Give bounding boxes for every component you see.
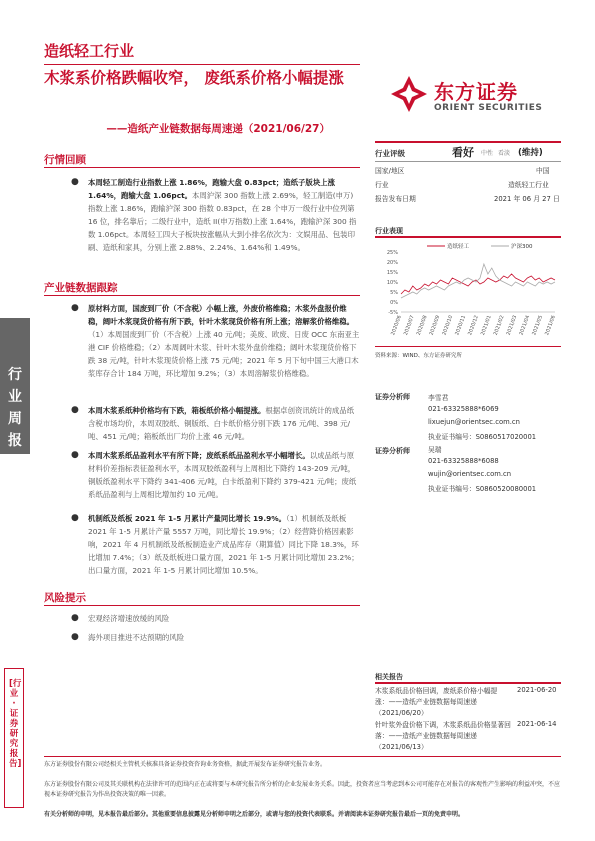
logo-text-en: ORIENT SECURITIES — [434, 103, 543, 113]
related-item-2-l2: 落：——造纸产业链数据每周速递 — [375, 732, 477, 740]
bullet-icon: ● — [71, 177, 79, 187]
chain-bullet-4-bold: 机制纸及纸板 2021 年 1-5 月累计产量同比增长 19.9%。 — [88, 514, 287, 523]
logo-text-cn: 东方证券 — [434, 80, 518, 104]
chain-bullet-2-bold: 本周木浆系纸种价格均有下跌，箱板纸价格小幅提涨。 — [88, 406, 266, 415]
chain-bullet-3-text: 以成品纸与原材料价差指标表征盈利水平，本周双胶纸盈利与上周相比下降约 143-209 元/吨，铜版纸盈利水平下降约 341-406 元/吨，白卡纸盈利下降约 379-421 元/吨；废纸系纸品盈利与上周相比增加约 10 元/吨。 — [88, 451, 357, 499]
analyst1-license: 执业证书编号：S0860517020001 — [428, 433, 537, 441]
industry-performance-chart — [375, 238, 561, 342]
info-val-date: 2021 年 06 月 27 日 — [494, 195, 560, 203]
chain-bullet-1-text: （1）本周国废到厂价（不含税）上涨 40 元/吨；美废、欧废、日废 OCC 东南亚主港 CIF 价格维稳；（2）本周阔叶木浆、针叶木浆外盘价维稳；阔叶木浆现货价格下跌 38 元/吨，针叶木浆现货价格上涨 75 元/吨；2021 年 5 月下旬中国三大港口木浆库存合计 184 万吨，环比增加 9.2%；（3）本周溶解浆价格维稳。 — [88, 330, 360, 378]
section-market-review: 行情回顾 — [44, 154, 86, 166]
y-tick-label: 20% — [386, 260, 398, 266]
related-line — [375, 682, 561, 684]
chart-source: 资料来源：WIND、东方证券研究所 — [375, 353, 462, 359]
footer-line — [44, 756, 561, 757]
related-date-2: 2021-06-14 — [517, 720, 557, 728]
bullet-icon: ● — [71, 405, 79, 415]
bullet-icon: ● — [71, 513, 79, 523]
related-item-2-l1: 针叶浆外盘价格下调，木浆系纸品价格显著回 — [375, 721, 511, 729]
y-tick-label: 10% — [386, 280, 398, 286]
footer-disclaimer-3: 有关分析师的申明，见本报告最后部分。其他重要信息披露见分析师申明之后部分，或请与您的投资代表联系。并请阅读本证券研究报告最后一页的免责申明。 — [44, 811, 465, 818]
header-divider — [44, 64, 360, 65]
side-tab-weekly — [0, 318, 30, 454]
side-tab-label: 行业周报 — [8, 367, 22, 449]
rating-label: 行业评级 — [375, 149, 405, 158]
market-review-bold: 本周轻工制造行业指数上涨 1.86%，跑输大盘 0.83pct；造纸子版块上涨 1.64%，跑输大盘 1.06pct。 — [88, 178, 335, 200]
rating-neutral: 中性 — [481, 150, 494, 157]
company-logo — [389, 74, 559, 124]
legend-label: 造纸轻工 — [447, 244, 470, 250]
related-item-2[interactable] — [375, 720, 515, 753]
section-line-2 — [44, 295, 360, 296]
y-tick-label: -5% — [388, 310, 398, 316]
x-tick-label: 2020/08 — [415, 314, 429, 337]
report-title: 木浆系价格跌幅收窄， 废纸系价格小幅提涨 — [44, 69, 344, 87]
rating-divider — [375, 141, 561, 143]
analyst2-license: 执业证书编号：S0860520080001 — [428, 485, 537, 493]
legend-label: 沪深300 — [511, 244, 533, 250]
x-tick-label: 2020/09 — [428, 314, 442, 337]
related-item-2-l3: （2021/06/13） — [375, 743, 428, 751]
x-tick-label: 2020/07 — [402, 314, 416, 337]
analyst1-name: 李雪君 — [428, 394, 449, 402]
related-date-1: 2021-06-20 — [517, 686, 557, 694]
x-tick-label: 2021/04 — [518, 314, 532, 337]
x-tick-label: 2021/03 — [505, 314, 519, 337]
bullet-icon: ● — [71, 632, 79, 642]
y-tick-label: 15% — [386, 270, 398, 276]
y-tick-label: 5% — [390, 290, 398, 296]
series-line — [401, 264, 555, 298]
info-key-region: 国家/地区 — [375, 167, 405, 175]
info-line — [375, 161, 561, 162]
chain-bullet-1 — [71, 302, 360, 380]
analyst2-role: 证券分析师 — [375, 447, 410, 455]
x-tick-label: 2021/06 — [544, 314, 557, 337]
rating-value: 看好 — [452, 146, 474, 159]
report-subtitle: ——造纸产业链数据每周速递（2021/06/27） — [106, 123, 330, 135]
bullet-icon: ● — [71, 303, 79, 313]
chain-bullet-1-bold: 原材料方面，国废到厂价（不含税）小幅上涨，外废价格维稳；木浆外盘报价维稳，阔叶木浆现货价格有所下跌，针叶木浆现货价格有所上涨；溶解浆价格维稳。 — [88, 304, 355, 326]
chain-bullet-3-bold: 本周木浆系纸品盈利水平有所下降；废纸系纸品盈利水平小幅增长。 — [88, 451, 310, 460]
chain-bullet-4 — [71, 512, 360, 577]
x-tick-label: 2020/06 — [390, 314, 403, 337]
market-review-text: 本周沪深 300 指数上涨 2.69%，轻工制造(申万)指数上涨 1.86%，跑输沪深 300 指数 0.83pct，在 28 个申万一级行业中位列第 16 位，排名靠后；二级行业中，造纸 II(申万指数)上涨 1.64%，跑输沪深 300 指数 1.06pct。本周轻工四大子板块按涨幅从大到小排名依次为：文娱用品、包装印刷、造纸和家具，分别上涨 2.88%、2.24%、1.64%和 1.49%。 — [88, 191, 357, 252]
rating-keep: (维持) — [518, 148, 543, 158]
info-key-date: 报告发布日期 — [375, 195, 416, 203]
info-key-industry: 行业 — [375, 181, 389, 189]
section-chain-data: 产业链数据跟踪 — [44, 282, 118, 294]
bullet-icon: ● — [71, 613, 79, 623]
industry-label: 造纸轻工行业 — [44, 42, 135, 60]
section-line-1 — [44, 167, 360, 168]
footer-disclaimer-2: 东方证券股份有限公司及其关联机构在法律许可的范围内正在或将要与本研究报告所分析的企业发展业务关系。因此，投资者应当考虑到本公司可能存在对报告的客观性产生影响的利益冲突，不应视本证券研究报告为作出投资决策的唯一因素。 — [44, 781, 561, 798]
analyst2-email[interactable]: wujin@orientsec.com.cn — [428, 470, 512, 478]
related-header: 相关报告 — [375, 673, 403, 681]
risk-item-2 — [71, 631, 360, 644]
x-tick-label: 2021/05 — [531, 314, 545, 337]
x-tick-label: 2020/10 — [441, 314, 455, 337]
risk-item-1 — [71, 612, 360, 625]
chain-bullet-2 — [71, 404, 360, 443]
chain-bullet-4-text: （1）机制纸及纸板 2021 年 1-5 月累计产量 5557 万吨，同比增长 19.9%；（2）经营降价格因素影响，2021 年 4 月机制纸及纸板制造业产成品库存（期算值）同比下降 18.3%，环比增加 7.4%；（3）纸及纸板进口量方面，2021 年 1-5 月累计同比增加 23.2%；出口量方面，2021 年 1-5 月累计同比增加 10.5%。 — [88, 514, 359, 575]
chain-bullet-2-text: 根据卓创资讯统计的成品纸含税市场均价，本周双胶纸、铜版纸、白卡纸价格分别下跌 176 元/吨、398 元/吨、451 元/吨；箱板纸出厂均价上涨 46 元/吨。 — [88, 406, 355, 441]
chain-bullet-3 — [71, 449, 360, 501]
related-item-1-l3: （2021/06/20） — [375, 709, 428, 717]
chart-bottom-line — [375, 346, 561, 347]
info-val-industry: 造纸轻工行业 — [508, 181, 549, 189]
analyst2-name: 吴瑞 — [428, 446, 442, 454]
related-item-1-l1: 木浆系纸品价格回调，废纸系价格小幅提 — [375, 687, 498, 695]
info-val-region: 中国 — [536, 167, 550, 175]
side-vertical-text: [行业·证券研究报告] — [9, 679, 22, 769]
bullet-icon: ● — [71, 450, 79, 460]
analyst2-phone: 021-63325888*6088 — [428, 457, 499, 465]
x-tick-label: 2021/01 — [479, 314, 493, 337]
x-tick-label: 2021/02 — [492, 314, 506, 337]
related-item-1[interactable] — [375, 686, 515, 719]
section-risk: 风险提示 — [44, 592, 86, 604]
logo-mark-icon — [389, 74, 429, 114]
x-tick-label: 2020/12 — [467, 314, 480, 337]
footer-disclaimer-1: 东方证券股份有限公司经相关主管机关核准具备证券投资咨询业务资格，据此开展发布证券研究报告业务。 — [44, 761, 327, 768]
analyst1-email[interactable]: lixuejun@orientsec.com.cn — [428, 418, 520, 426]
risk-item-2-text: 海外项目推进不达预期的风险 — [88, 633, 185, 642]
y-tick-label: 25% — [386, 250, 398, 256]
related-item-1-l2: 涨：——造纸产业链数据每周速递 — [375, 698, 477, 706]
side-vertical-label — [4, 668, 24, 808]
y-tick-label: 0% — [390, 300, 398, 306]
section-line-3 — [44, 605, 360, 606]
analyst1-role: 证券分析师 — [375, 393, 410, 401]
market-review-bullet — [71, 176, 360, 254]
analyst1-phone: 021-63325888*6069 — [428, 405, 499, 413]
x-tick-label: 2020/11 — [454, 314, 468, 337]
rating-bearish: 看淡 — [498, 150, 511, 157]
chart-header: 行业表现 — [375, 227, 403, 235]
risk-item-1-text: 宏观经济增速放缓的风险 — [88, 614, 170, 623]
